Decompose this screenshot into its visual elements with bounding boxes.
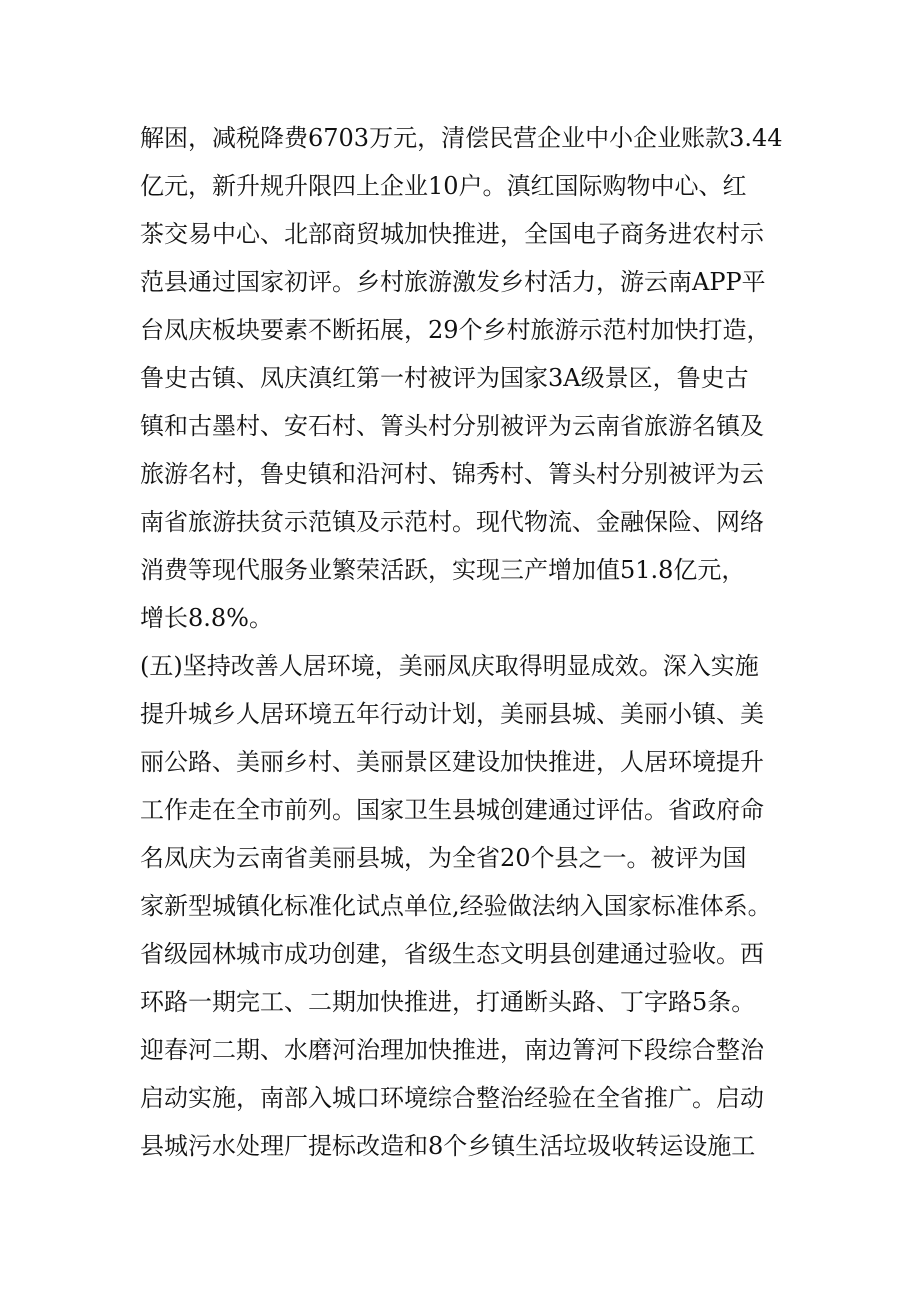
text-line: 启动实施，南部入城口环境综合整治经验在全省推广。启动 bbox=[140, 1084, 764, 1112]
text-line: 解困，减税降费6703万元，清偿民营企业中小企业账款3.44 bbox=[140, 124, 783, 152]
text-line: 县城污水处理厂提标改造和8个乡镇生活垃圾收转运设施工 bbox=[140, 1132, 756, 1160]
text-line: 鲁史古镇、凤庆滇红第一村被评为国家3A级景区，鲁史古 bbox=[140, 364, 749, 392]
text-line: 增长8.8%。 bbox=[140, 604, 273, 632]
text-line: 环路一期完工、二期加快推进，打通断头路、丁字路5条。 bbox=[140, 988, 756, 1016]
text-line: 亿元，新升规升限四上企业10户。滇红国际购物中心、红 bbox=[140, 172, 747, 200]
text-line: 消费等现代服务业繁荣活跃，实现三产增加值51.8亿元， bbox=[140, 556, 746, 584]
text-line: 范县通过国家初评。乡村旅游激发乡村活力，游云南APP平 bbox=[140, 268, 766, 296]
text-line: 镇和古墨村、安石村、箐头村分别被评为云南省旅游名镇及 bbox=[140, 412, 764, 440]
text-line: 丽公路、美丽乡村、美丽景区建设加快推进，人居环境提升 bbox=[140, 748, 764, 776]
text-line: 迎春河二期、水磨河治理加快推进，南边箐河下段综合整治 bbox=[140, 1036, 764, 1064]
text-line: 名凤庆为云南省美丽县城，为全省20个县之一。被评为国 bbox=[140, 844, 747, 872]
body-text bbox=[140, 114, 800, 1170]
text-line: 工作走在全市前列。国家卫生县城创建通过评估。省政府命 bbox=[140, 796, 764, 824]
text-line: 省级园林城市成功创建，省级生态文明县创建通过验收。西 bbox=[140, 940, 764, 968]
text-line: 台凤庆板块要素不断拓展，29个乡村旅游示范村加快打造， bbox=[140, 316, 771, 344]
text-line: 家新型城镇化标准化试点单位,经验做法纳入国家标准体系。 bbox=[140, 892, 772, 920]
text-line: 南省旅游扶贫示范镇及示范村。现代物流、金融保险、网络 bbox=[140, 508, 764, 536]
text-line: 茶交易中心、北部商贸城加快推进，全国电子商务进农村示 bbox=[140, 220, 764, 248]
section-heading-line: (五)坚持改善人居环境，美丽凤庆取得明显成效。深入实施 bbox=[140, 652, 759, 680]
text-line: 提升城乡人居环境五年行动计划，美丽县城、美丽小镇、美 bbox=[140, 700, 764, 728]
text-line: 旅游名村，鲁史镇和沿河村、锦秀村、箐头村分别被评为云 bbox=[140, 460, 764, 488]
